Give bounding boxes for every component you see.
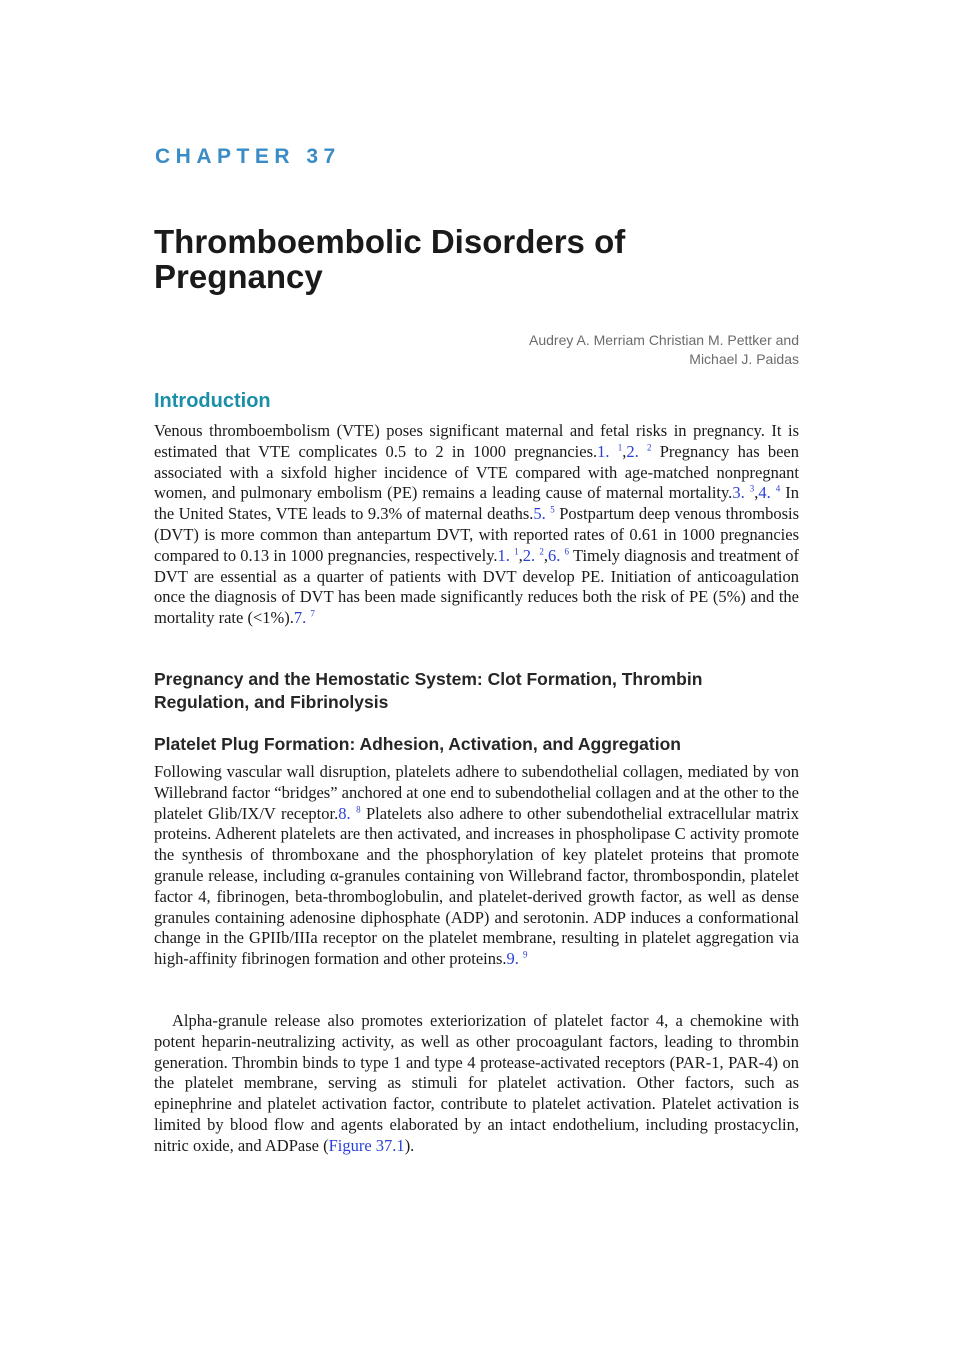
- reference-superscript[interactable]: 2: [647, 442, 652, 453]
- authors-line-1: Audrey A. Merriam Christian M. Pettker and: [529, 332, 799, 348]
- hemostatic-system-heading: Pregnancy and the Hemostatic System: Clot Formation, Thrombin Regulation, and Fibrinolysis: [154, 669, 703, 712]
- reference-superscript[interactable]: 1: [514, 546, 519, 557]
- reference-link[interactable]: 5.: [533, 504, 546, 524]
- platelet-paragraph-2: Alpha-granule release also promotes exteriorization of platelet factor 4, a chemokine with potent heparin-neutralizing activity, as well as other procoagulant factors, leading to thrombin generation. Thrombin binds to type 1 and type 4 protease-activated receptors (PAR-1, PAR-4) on the platelet membrane, serving as stimuli for platelet activation. Other factors, such as epinephrine and platelet activation factor, contribute to platelet activation. Platelet activation is limited by blood flow and agents elaborated by an intact endothelium, including prostacyclin, nitric oxide, and ADPase (Figure 37.1).: [154, 1011, 799, 1155]
- introduction-heading: Introduction: [154, 390, 271, 412]
- reference-superscript[interactable]: 8: [356, 804, 361, 815]
- reference-superscript[interactable]: 7: [310, 608, 315, 619]
- reference-link[interactable]: 8.: [338, 803, 351, 823]
- reference-link[interactable]: 2.: [626, 441, 639, 461]
- reference-link[interactable]: 9.: [506, 949, 519, 969]
- reference-superscript[interactable]: 1: [617, 442, 623, 453]
- reference-link[interactable]: 6.: [547, 545, 561, 565]
- reference-link[interactable]: 1.: [597, 441, 610, 461]
- reference-link[interactable]: 3.: [732, 483, 745, 503]
- authors-line-2: Michael J. Paidas: [689, 351, 799, 367]
- platelet-paragraph-1: Following vascular wall disruption, platelets adhere to subendothelial collagen, mediated by von Willebrand factor “bridges” anchored at one end to subendothelial collagen and at the other to the platelet Glib/IX/V receptor.8. $^8$ Platelets also adhere to other subendothelial extracellular matrix proteins. Adherent platelets are then activated, and increases in phospholipase C activity promote the synthesis of thromboxane and the phosphorylation of key platelet proteins that promote granule release, including α-granules containing von Willebrand factor, thrombospondin, platelet factor 4, fibrinogen, beta-thromboglobulin, and platelet-derived growth factor, as well as dense granules containing adenosine diphosphate (ADP) and serotonin. ADP induces a conformational change in the GPIIb/IIIa receptor on the platelet membrane, resulting in platelet aggregation via high-affinity fibrinogen formation and other proteins.9. $^9$: [154, 762, 800, 969]
- reference-superscript[interactable]: 2: [539, 546, 544, 557]
- reference-link[interactable]: 2.: [522, 545, 536, 565]
- reference-superscript[interactable]: 4: [775, 483, 781, 494]
- reference-link[interactable]: 4.: [758, 483, 771, 503]
- reference-superscript[interactable]: 5: [550, 504, 555, 515]
- reference-superscript[interactable]: 3: [749, 483, 755, 494]
- introduction-paragraph: Venous thromboembolism (VTE) poses significant maternal and fetal risks in pregnancy. It is estimated that VTE complicates 0.5 to 2 in 1000 pregnancies.1. $^1$,2. $^2$ Pregnancy has been associated with a sixfold higher incidence of VTE compared with age-matched nonpregnant women, and pulmonary embolism (PE) remains a leading cause of maternal mortality.3. $^3$,4. $^4$ In the United States, VTE leads to 9.3% of maternal deaths.5. $^5$ Postpartum deep venous thrombosis (DVT) is more common than antepartum DVT, with reported rates of 0.61 in 1000 pregnancies compared to 0.13 in 1000 pregnancies, respectively.1. $^1$,2. $^2$,6. $^6$ Timely diagnosis and treatment of DVT are essential as a quarter of patients with DVT develop PE. Initiation of anticoagulation once the diagnosis of DVT has been made significantly reduces both the risk of PE (5%) and the mortality rate (<1%).7. $^7$: [154, 421, 800, 628]
- reference-link[interactable]: Figure 37.1: [328, 1135, 405, 1155]
- reference-superscript[interactable]: 6: [564, 546, 570, 557]
- platelet-plug-heading: Platelet Plug Formation: Adhesion, Activation, and Aggregation: [154, 734, 681, 754]
- reference-superscript[interactable]: 9: [523, 949, 528, 960]
- reference-link[interactable]: 1.: [497, 545, 510, 565]
- reference-link[interactable]: 7.: [293, 608, 307, 628]
- chapter-label: CHAPTER 37: [155, 145, 341, 168]
- author-list: [440, 331, 799, 369]
- chapter-title: Thromboembolic Disorders of Pregnancy: [154, 223, 626, 295]
